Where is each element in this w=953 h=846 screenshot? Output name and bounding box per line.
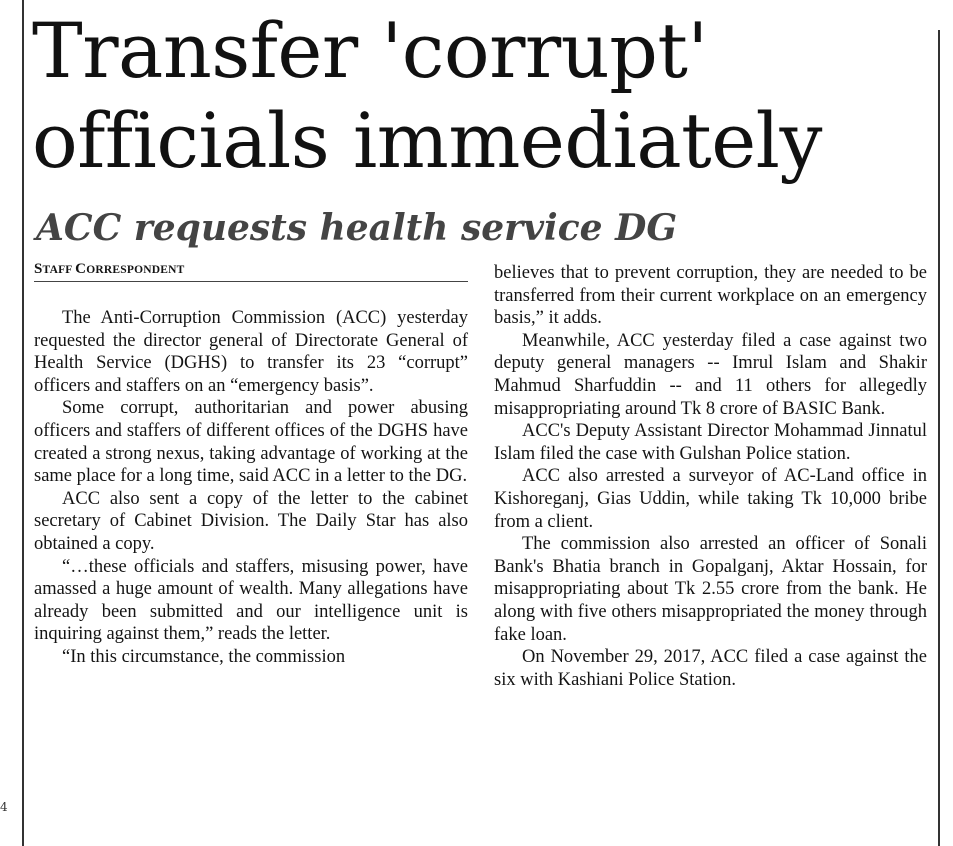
paragraph: believes that to prevent corruption, they are needed to be transferred from their current workplace on an emergency basis,” it adds.	[494, 263, 927, 329]
page-edge-fragment: 4	[0, 800, 8, 814]
paragraph: Some corrupt, authoritarian and power abusing officers and staffers of different offices of the DGHS have created a strong nexus, taking advantage of working at the same place for a long time, said ACC in a letter to the DG.	[34, 398, 468, 487]
headline: Transfer 'corrupt' officials immediately	[32, 6, 822, 185]
paragraph: The Anti-Corruption Commission (ACC) yesterday requested the director general of Directorate General of Health Service (DGHS) to transfer its 23 “corrupt” officers and staffers on an “emergency basis”.	[34, 308, 468, 396]
paragraph: “…these officials and staffers, misusing power, have amassed a huge amount of wealth. Many allegations have already been submitted and our intelligence unit is inquiring against them,” reads the letter.	[34, 556, 468, 645]
subheadline: ACC requests health service DG	[36, 207, 678, 249]
column-rule-left	[22, 0, 24, 846]
paragraph: ACC also arrested a surveyor of AC-Land office in Kishoreganj, Gias Uddin, while taking Tk 10,000 bribe from a client.	[494, 466, 927, 532]
paragraph: Meanwhile, ACC yesterday filed a case against two deputy general managers -- Imrul Islam and Shakir Mahmud Sharfuddin -- and 11 others for allegedly misappropriating around Tk 8 crore of BASIC Bank.	[494, 330, 927, 419]
paragraph: On November 29, 2017, ACC filed a case against the six with Kashiani Police Station.	[494, 647, 927, 690]
article-column-left	[34, 307, 468, 669]
column-rule-right	[938, 30, 940, 846]
byline: STAFF CORRESPONDENT	[34, 261, 468, 282]
paragraph: ACC also sent a copy of the letter to the cabinet secretary of Cabinet Division. The Daily Star has also obtained a copy.	[34, 488, 468, 554]
article-column-right	[494, 262, 927, 691]
paragraph: The commission also arrested an officer of Sonali Bank's Bhatia branch in Gopalganj, Aktar Hossain, for misappropriating about Tk 2.55 crore from the bank. He along with five others misappropriated the money through fake loan.	[494, 534, 927, 645]
paragraph: ACC's Deputy Assistant Director Mohammad Jinnatul Islam filed the case with Gulshan Police station.	[494, 421, 927, 464]
paragraph: “In this circumstance, the commission	[62, 646, 346, 667]
